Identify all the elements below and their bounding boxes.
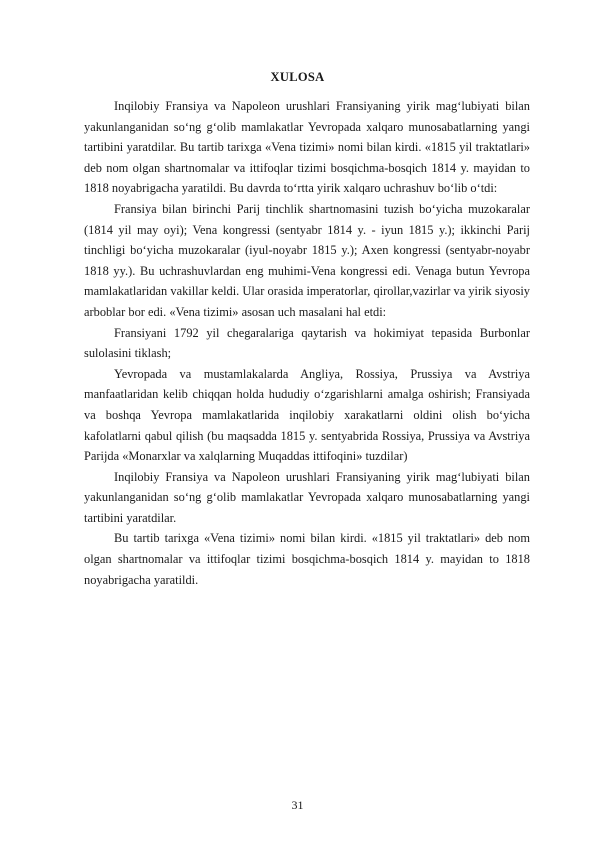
paragraph: Yevropada va mustamlakalarda Angliya, Rossiya, Prussiya va Avstriya manfaatlaridan kelib chiqqan holda hududiy o‘zgarishlarni amalga oshirish; Fransiyada va boshqa Yevropa mamlakatlarida inqilobiy xarakatlarni oldini olish bo‘yicha kafolatlarni qabul qilish (bu maqsadda 1815 y. sentyabrida Rossiya, Prussiya va Avstriya Parijda «Monarxlar va xalqlarning Muqaddas ittifoqini» tuzdilar) [84, 366, 530, 464]
paragraph: Fransiya bilan birinchi Parij tinchlik shartnomasini tuzish bo‘yicha muzokaralar (1814 yil may oyi); Vena kongressi (sentyabr 1814 y. - iyun 1815 y.); ikkinchi Parij tinchligi bo‘yicha muzokaralar (iyul-noyabr 1815 y.); Axen kongressi (sentyabr-noyabr 1818 yy.). Bu uchrashuvlardan eng muhimi-Vena kongressi edi. Venaga butun Yevropa mamlakatlaridan vakillar keldi. Ular orasida imperatorlar, qirollar,vazirlar va yirik siyosiy arboblar bor edi. «Vena tizimi» asosan uch masalani hal etdi: [84, 201, 530, 319]
document-body [84, 96, 530, 590]
page-number: 31 [291, 798, 304, 812]
paragraph: Bu tartib tarixga «Vena tizimi» nomi bilan kirdi. «1815 yil traktatlari» deb nom olgan shartnomalar va ittifoqlar tizimi bosqichma-bosqich 1814 y. mayidan to 1818 noyabrigacha yaratildi. [84, 531, 530, 587]
paragraph: Fransiyani 1792 yil chegaralariga qaytarish va hokimiyat tepasida Burbonlar sulolasini tiklash; [84, 325, 530, 361]
paragraph: Inqilobiy Fransiya va Napoleon urushlari Fransiyaning yirik mag‘lubiyati bilan yakunlanganidan so‘ng g‘olib mamlakatlar Yevropada xalqaro munosabatlarning yangi tartibini yaratdilar. [84, 469, 530, 525]
page-title: XULOSA [270, 70, 325, 84]
paragraph: Inqilobiy Fransiya va Napoleon urushlari Fransiyaning yirik mag‘lubiyati bilan yakunlanganidan so‘ng g‘olib mamlakatlar Yevropada xalqaro munosabatlarning yangi tartibini yaratdilar. Bu tartib tarixga «Vena tizimi» nomi bilan kirdi. «1815 yil traktatlari» deb nom olgan shartnomalar va ittifoqlar tizimi bosqichma-bosqich 1814 y. mayidan to 1818 noyabrigacha yaratildi. Bu davrda to‘rtta yirik xalqaro uchrashuv bo‘lib o‘tdi: [84, 99, 530, 196]
